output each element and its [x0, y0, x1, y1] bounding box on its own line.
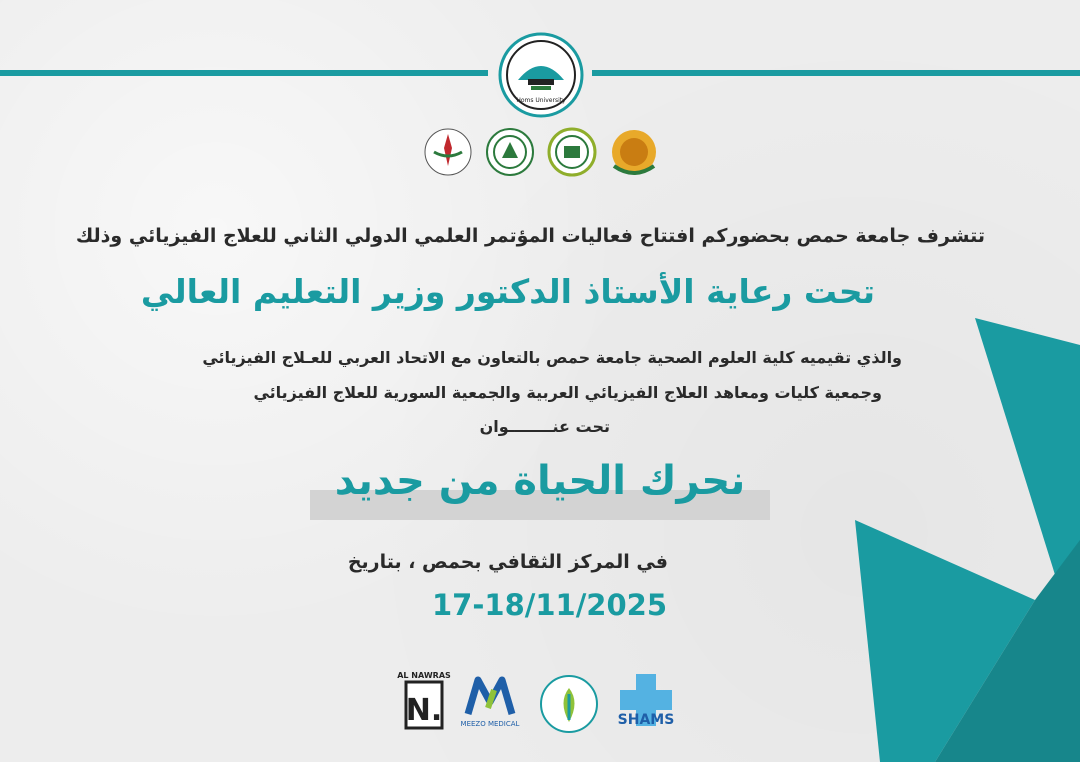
red-emblem-icon	[422, 126, 474, 178]
university-caption: Homs University	[516, 97, 566, 104]
under-title-label: تحت عنــــــــوان	[479, 417, 610, 436]
organizer-line-2: وجمعية كليات ومعاهد العلاج الفيزيائي العربية والجمعية السورية للعلاج الفيزيائي	[253, 383, 882, 402]
event-date: 17-18/11/2025	[432, 588, 668, 622]
meezo-name: MEEZO MEDICAL	[460, 720, 520, 728]
green-seal-icon	[484, 126, 536, 178]
al-nawras-logo-icon	[397, 668, 451, 736]
invitation-intro: تتشرف جامعة حمص بحضوركم افتتاح فعاليات المؤتمر العلمي الدولي الثاني للعلاج الفيزيائي وذلك	[75, 225, 985, 247]
partner-logos	[420, 126, 665, 182]
patron-line: تحت رعاية الأستاذ الدكتور وزير التعليم العالي	[140, 272, 875, 311]
al-nawras-letter: N.	[405, 693, 443, 728]
venue-line: في المركز الثقافي بحمص ، بتاريخ	[347, 551, 668, 573]
al-nawras-name: AL NAWRAS	[397, 671, 451, 680]
al-nzaha-logo-icon	[536, 668, 602, 744]
organizer-line-1: والذي تقيميه كلية العلوم الصحية جامعة حمص بالتعاون مع الاتحاد العربي للعـلاج الفيزيائي	[202, 348, 902, 367]
conference-title: نحرك الحياة من جديد	[334, 458, 746, 504]
meezo-medical-logo-icon	[458, 668, 522, 738]
green-gold-seal-icon	[546, 126, 598, 178]
gold-emblem-icon	[608, 126, 660, 178]
shams-logo-icon	[610, 668, 682, 742]
university-seal-icon	[498, 32, 584, 118]
shams-name: SHAMS	[617, 712, 675, 728]
